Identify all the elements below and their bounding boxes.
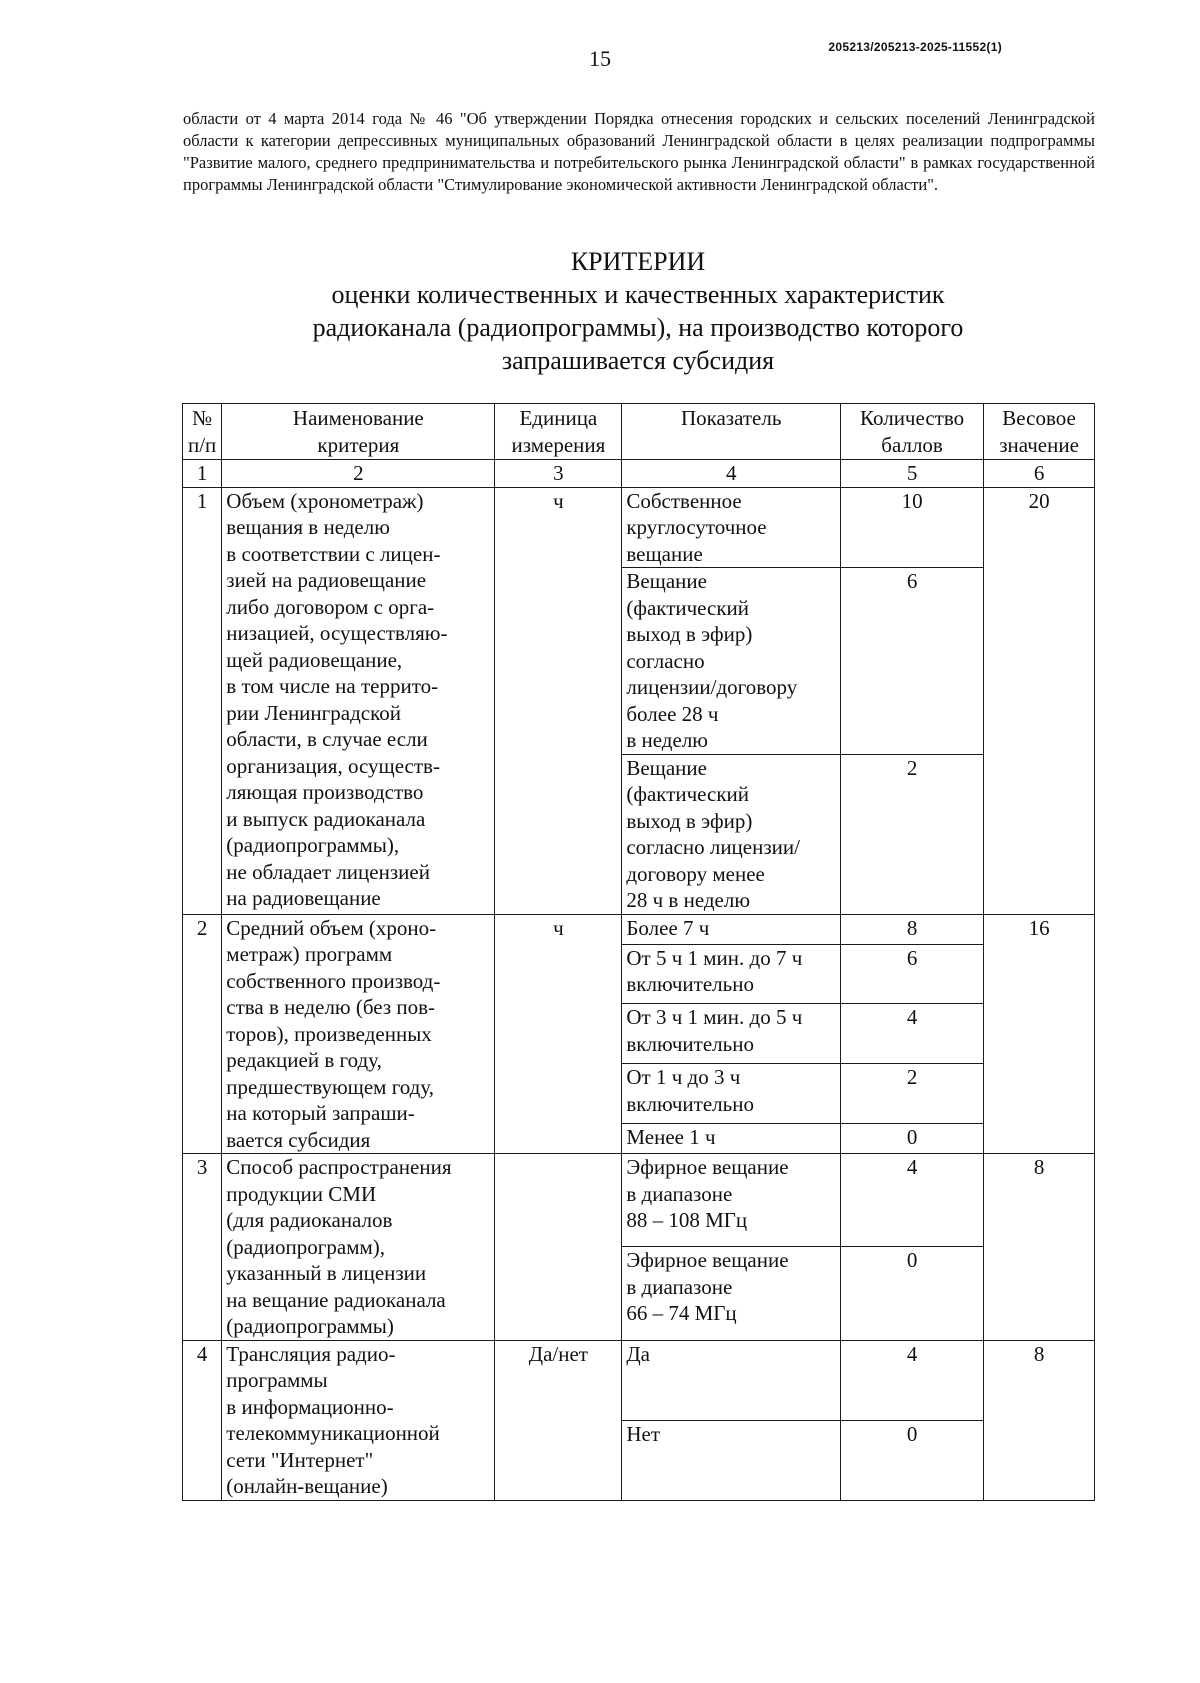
header-num: № п/п (183, 404, 222, 460)
header-name: Наименование критерия (222, 404, 495, 460)
header-unit: Единица измерения (495, 404, 622, 460)
indicator-points: 10 (841, 487, 984, 568)
criterion-weight: 8 (984, 1154, 1095, 1341)
column-number: 4 (622, 460, 841, 488)
indicator-points: 6 (841, 944, 984, 1004)
criteria-heading (183, 245, 1093, 377)
indicator-text: Вещание (фактический выход в эфир) согласно лицензии/договору более 28 ч в неделю (622, 568, 841, 755)
indicator-text: Да (622, 1340, 841, 1420)
page-number: 15 (589, 46, 611, 71)
criterion-unit (495, 1154, 622, 1341)
indicator-text: Менее 1 ч (622, 1123, 841, 1153)
indicator-text: От 1 ч до 3 ч включительно (622, 1064, 841, 1124)
indicator-points: 2 (841, 1064, 984, 1124)
indicator-points: 0 (841, 1123, 984, 1153)
document-reference: 205213/205213-2025-11552(1) (828, 40, 1002, 54)
criterion-name: Трансляция радио- программы в информационно- телекоммуникационной сети "Интернет" (онлайн-вещание) (222, 1340, 495, 1500)
header-weight: Весовое значение (984, 404, 1095, 460)
table-row (183, 914, 1095, 944)
criterion-number: 2 (183, 914, 222, 1154)
column-number: 3 (495, 460, 622, 488)
column-number-row (183, 460, 1095, 488)
column-number: 5 (841, 460, 984, 488)
indicator-text: От 5 ч 1 мин. до 7 ч включительно (622, 944, 841, 1004)
criterion-unit: ч (495, 914, 622, 1154)
header-points: Количество баллов (841, 404, 984, 460)
indicator-text: От 3 ч 1 мин. до 5 ч включительно (622, 1004, 841, 1064)
heading-subtitle: оценки количественных и качественных характеристик радиоканала (радиопрограммы), на производство которого запрашивается субсидия (312, 280, 964, 375)
criterion-weight: 20 (984, 487, 1095, 914)
criteria-table (182, 403, 1095, 1501)
column-number: 1 (183, 460, 222, 488)
criterion-name: Средний объем (хроно- метраж) программ собственного производ- ства в неделю (без пов- торов), произведенных редакцией в году, предшествующем году, на который запраши- вается субсидия (222, 914, 495, 1154)
criterion-number: 1 (183, 487, 222, 914)
indicator-text: Эфирное вещание в диапазоне 88 – 108 МГц (622, 1154, 841, 1247)
table-header-row (183, 404, 1095, 460)
criterion-weight: 16 (984, 914, 1095, 1154)
indicator-points: 0 (841, 1247, 984, 1340)
indicator-text: Нет (622, 1420, 841, 1500)
criterion-name: Способ распространения продукции СМИ (для радиоканалов (радиопрограмм), указанный в лицензии на вещание радиоканала (радиопрограммы) (222, 1154, 495, 1341)
indicator-text: Собственное круглосуточное вещание (622, 487, 841, 568)
criterion-weight: 8 (984, 1340, 1095, 1500)
indicator-text: Более 7 ч (622, 914, 841, 944)
indicator-points: 8 (841, 914, 984, 944)
criterion-unit: Да/нет (495, 1340, 622, 1500)
criterion-name: Объем (хронометраж) вещания в неделю в соответствии с лицен- зией на радиовещание либо договором с орга- низацией, осуществляю- щей радиовещание, в том числе на террито- рии Ленинградской области, в случае если организация, осуществ- ляющая производство и выпуск радиоканала (радиопрограммы), не обладает лицензией на радиовещание (222, 487, 495, 914)
criterion-number: 3 (183, 1154, 222, 1341)
table-row (183, 1154, 1095, 1247)
indicator-points: 2 (841, 754, 984, 914)
intro-paragraph: области от 4 марта 2014 года № 46 "Об утверждении Порядка отнесения городских и сельских поселений Ленинградской области к категории депрессивных муниципальных образований Ленинградской области в целях реализации подпрограммы "Развитие малого, среднего предпринимательства и потребительского рынка Ленинградской области" в рамках государственной программы Ленинградской области "Стимулирование экономической активности Ленинградской области". (183, 109, 1095, 194)
header-indicator: Показатель (622, 404, 841, 460)
indicator-points: 4 (841, 1154, 984, 1247)
heading-title: КРИТЕРИИ (570, 247, 706, 276)
indicator-text: Эфирное вещание в диапазоне 66 – 74 МГц (622, 1247, 841, 1340)
indicator-text: Вещание (фактический выход в эфир) согласно лицензии/ договору менее 28 ч в неделю (622, 754, 841, 914)
indicator-points: 6 (841, 568, 984, 755)
indicator-points: 4 (841, 1004, 984, 1064)
criterion-unit: ч (495, 487, 622, 914)
table-row (183, 487, 1095, 568)
criterion-number: 4 (183, 1340, 222, 1500)
column-number: 2 (222, 460, 495, 488)
indicator-points: 4 (841, 1340, 984, 1420)
column-number: 6 (984, 460, 1095, 488)
table-row (183, 1340, 1095, 1420)
indicator-points: 0 (841, 1420, 984, 1500)
